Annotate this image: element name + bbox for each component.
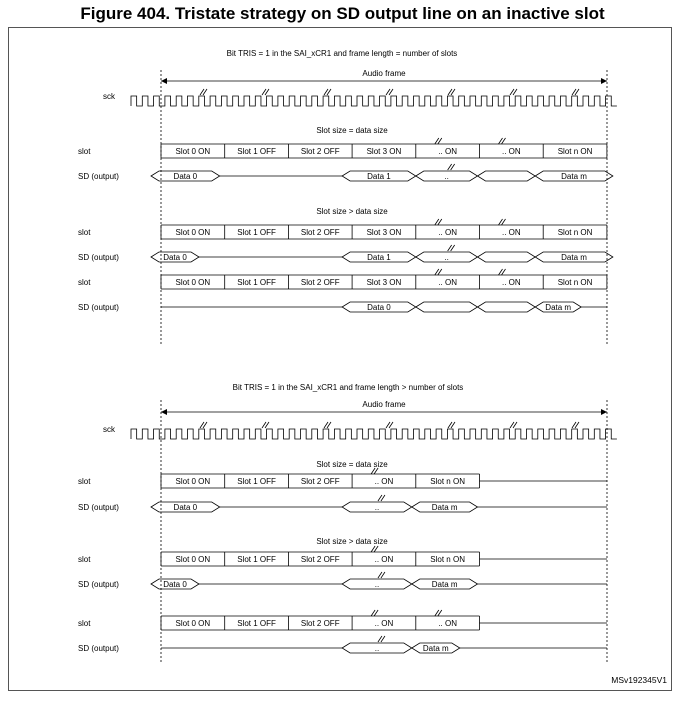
sd-data-label: Data m [561, 172, 587, 181]
sd-label: SD (output) [78, 172, 119, 181]
sck-break-mark [324, 89, 331, 95]
slot-break-mark [371, 546, 378, 552]
sd-data-label: .. [444, 172, 449, 181]
sck-waveform [131, 96, 617, 106]
sck-break-mark [386, 422, 393, 428]
slot-cell-label: Slot 3 ON [366, 147, 402, 156]
slot-cell-label: Slot n ON [557, 228, 593, 237]
slot-cell-label: Slot 1 OFF [237, 228, 276, 237]
sd-break-mark [378, 572, 385, 578]
sd-data-label: .. [374, 644, 380, 653]
group-caption: Slot size > data size [316, 207, 388, 216]
slot-cell-label: .. ON [374, 555, 394, 564]
slot-cell-label: Slot 3 ON [366, 278, 402, 287]
figure-reference-id: MSv192345V1 [611, 675, 667, 685]
sck-break-mark [448, 422, 455, 428]
slot-label: slot [78, 555, 91, 564]
sck-break-mark [200, 422, 207, 428]
slot-cell-label: .. ON [438, 147, 457, 156]
sd-data-box [416, 302, 478, 312]
slot-label: slot [78, 147, 91, 156]
sd-data-label: Data 0 [173, 172, 198, 181]
section-heading: Bit TRIS = 1 in the SAI_xCR1 and frame length > number of slots [232, 383, 464, 392]
sd-data-label: Data 0 [173, 503, 198, 512]
sck-waveform [131, 429, 617, 439]
sd-data-label: Data 1 [367, 172, 391, 181]
slot-cell-label: Slot 0 ON [175, 228, 211, 237]
slot-cell-label: Slot 0 ON [175, 555, 211, 564]
sd-data-label: Data 1 [367, 253, 391, 262]
slot-cell-label: .. ON [438, 228, 457, 237]
slot-break-mark [371, 610, 378, 616]
slot-break-mark [435, 219, 442, 225]
slot-label: slot [78, 619, 91, 628]
sck-label: sck [103, 425, 115, 434]
sck-break-mark [386, 89, 393, 95]
slot-cell-label: Slot 1 OFF [237, 147, 276, 156]
sd-data-box [478, 302, 536, 312]
slot-cell-label: .. ON [374, 477, 394, 486]
audio-frame-label: Audio frame [362, 400, 406, 409]
slot-cell-label: Slot 2 OFF [300, 278, 340, 287]
sd-break-mark [448, 245, 455, 251]
sck-break-mark [262, 422, 269, 428]
slot-cell-label: Slot 2 OFF [300, 228, 340, 237]
sck-break-mark [510, 422, 517, 428]
sck-break-mark [262, 89, 269, 95]
group-caption: Slot size > data size [316, 537, 388, 546]
slot-break-mark [435, 269, 442, 275]
slot-cell-label: .. ON [502, 147, 521, 156]
slot-label: slot [78, 228, 91, 237]
slot-cell-label: Slot 1 OFF [237, 477, 276, 486]
sd-data-label: Data m [431, 580, 458, 589]
slot-cell-label: Slot n ON [557, 278, 593, 287]
group-caption: Slot size = data size [316, 126, 388, 135]
slot-cell-label: .. ON [502, 228, 521, 237]
slot-break-mark [435, 138, 442, 144]
slot-break-mark [499, 219, 506, 225]
slot-cell-label: Slot 3 ON [366, 228, 402, 237]
slot-cell-label: Slot 2 OFF [300, 555, 340, 564]
sd-data-label: .. [374, 580, 380, 589]
slot-cell-label: Slot n ON [557, 147, 593, 156]
sd-label: SD (output) [78, 253, 119, 262]
sck-break-mark [510, 89, 517, 95]
sd-data-label: Data m [561, 253, 587, 262]
slot-cell-label: Slot 1 OFF [237, 278, 276, 287]
slot-cell-label: Slot 2 OFF [300, 619, 340, 628]
slot-cell-label: Slot 0 ON [175, 619, 211, 628]
slot-cell-label: .. ON [374, 619, 394, 628]
slot-label: slot [78, 477, 91, 486]
slot-cell-label: .. ON [438, 619, 457, 628]
arrow-head-right [601, 409, 607, 415]
sck-break-mark [572, 89, 579, 95]
slot-cell-label: Slot 1 OFF [237, 619, 276, 628]
sck-break-mark [572, 422, 579, 428]
sd-break-mark [378, 495, 385, 501]
group-caption: Slot size = data size [316, 460, 388, 469]
slot-cell-label: Slot 2 OFF [300, 147, 340, 156]
slot-label: slot [78, 278, 91, 287]
slot-cell-label: Slot n ON [430, 555, 465, 564]
sd-data-label: Data 0 [163, 253, 187, 262]
sck-break-mark [200, 89, 207, 95]
sd-label: SD (output) [78, 644, 119, 653]
sd-data-label: Data m [545, 303, 572, 312]
slot-cell-label: Slot 1 OFF [237, 555, 276, 564]
sd-data-label: Data 0 [163, 580, 187, 589]
sd-data-label: Data 0 [367, 303, 391, 312]
audio-frame-label: Audio frame [362, 69, 406, 78]
arrow-head-left [161, 78, 167, 84]
section-heading: Bit TRIS = 1 in the SAI_xCR1 and frame length = number of slots [226, 49, 458, 58]
arrow-head-left [161, 409, 167, 415]
slot-cell-label: Slot 0 ON [175, 477, 211, 486]
figure-title: Figure 404. Tristate strategy on SD output line on an inactive slot [80, 4, 605, 23]
sck-label: sck [103, 92, 115, 101]
sd-label: SD (output) [78, 303, 119, 312]
slot-break-mark [499, 269, 506, 275]
slot-cell-label: .. ON [438, 278, 457, 287]
sd-label: SD (output) [78, 503, 119, 512]
slot-cell-label: Slot 0 ON [175, 147, 211, 156]
sd-break-mark [378, 636, 385, 642]
sd-data-label: .. [374, 503, 380, 512]
arrow-head-right [601, 78, 607, 84]
slot-break-mark [435, 610, 442, 616]
sd-data-label: .. [444, 253, 449, 262]
sd-data-box [478, 252, 536, 262]
sd-label: SD (output) [78, 580, 119, 589]
slot-cell-label: Slot 0 ON [175, 278, 211, 287]
sd-data-box [478, 171, 536, 181]
sck-break-mark [448, 89, 455, 95]
slot-cell-label: Slot 2 OFF [300, 477, 340, 486]
sd-data-label: Data m [422, 644, 449, 653]
slot-cell-label: .. ON [502, 278, 521, 287]
slot-break-mark [499, 138, 506, 144]
sck-break-mark [324, 422, 331, 428]
sd-data-label: Data m [431, 503, 458, 512]
slot-cell-label: Slot n ON [430, 477, 465, 486]
sd-break-mark [448, 164, 455, 170]
